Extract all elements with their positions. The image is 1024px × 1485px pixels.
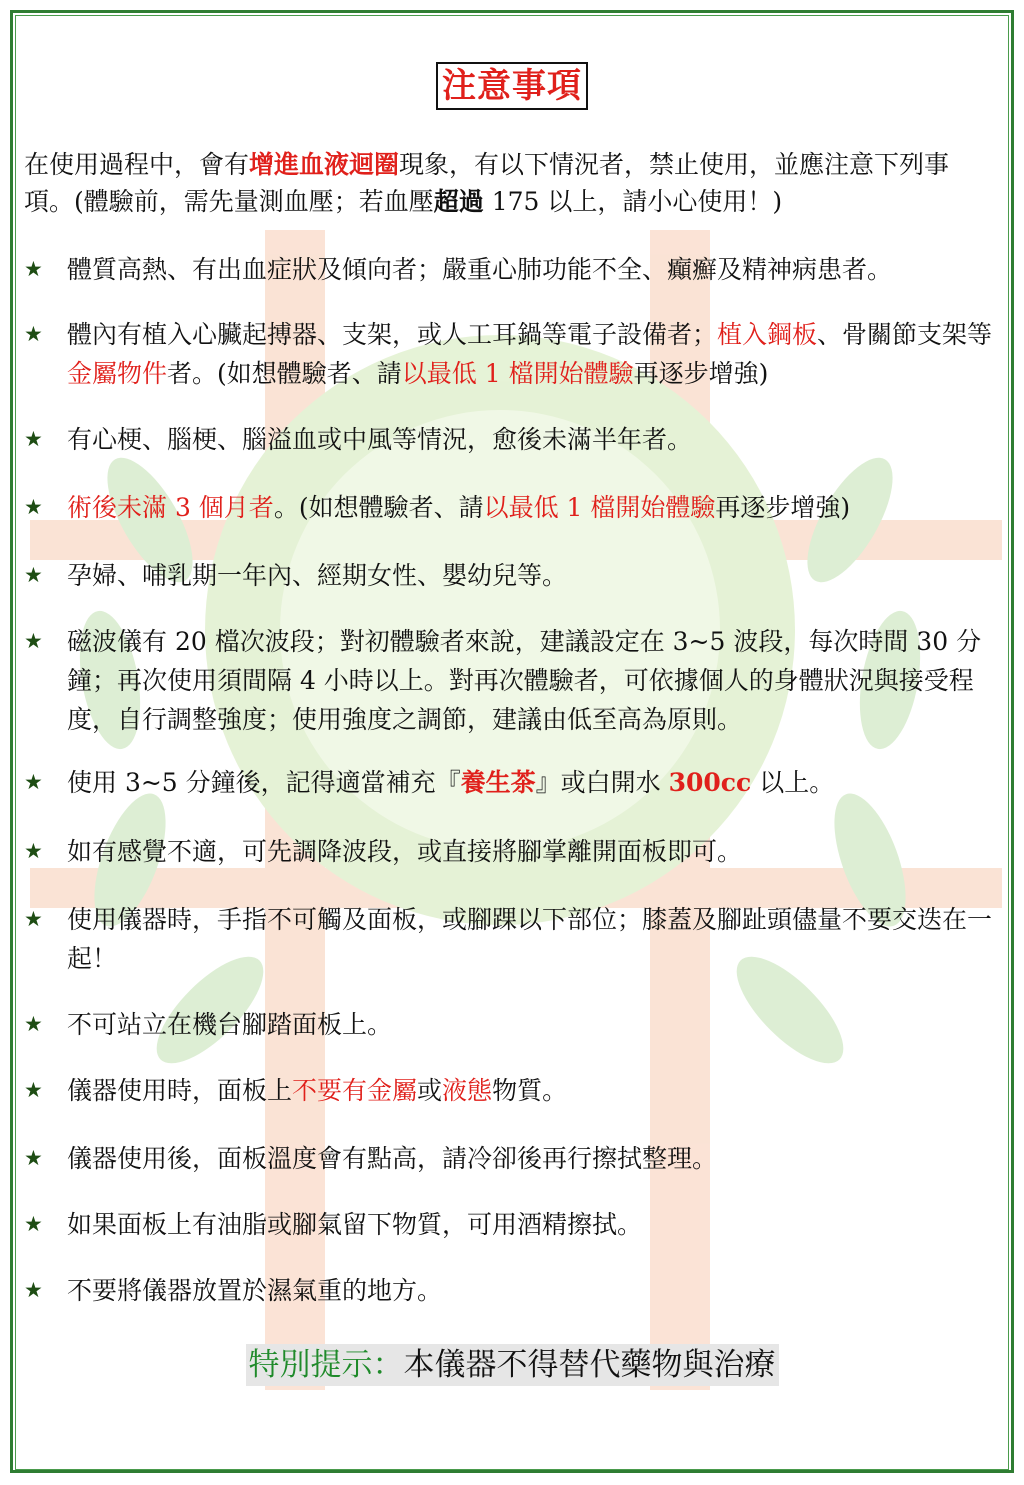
star-icon: ★ — [24, 427, 43, 451]
page-title: 注意事項 — [436, 62, 588, 110]
list-item: ★ 術後未滿 3 個月者。(如想體驗者、請以最低 1 檔開始體驗再逐步增強) — [24, 488, 1009, 527]
star-icon: ★ — [24, 1146, 43, 1170]
list-item: ★ 使用 3~5 分鐘後，記得適當補充『養生茶』或白開水 300cc 以上。 — [24, 763, 1009, 802]
star-icon: ★ — [24, 770, 43, 794]
list-item: ★ 不要將儀器放置於濕氣重的地方。 — [24, 1271, 1009, 1310]
special-notice — [246, 1344, 779, 1386]
star-icon: ★ — [24, 495, 43, 519]
list-item: ★ 如有感覺不適，可先調降波段，或直接將腳掌離開面板即可。 — [24, 832, 1009, 871]
list-item: ★ 體內有植入心臟起搏器、支架，或人工耳鍋等電子設備者；植入鋼板、骨關節支架等金屬物件者。(如想體驗者、請以最低 1 檔開始體驗再逐步增強) — [24, 315, 1009, 393]
star-icon: ★ — [24, 1078, 43, 1102]
list-item: ★ 孕婦、哺乳期一年內、經期女性、嬰幼兒等。 — [24, 556, 1009, 595]
list-item: ★ 有心梗、腦梗、腦溢血或中風等情況，愈後未滿半年者。 — [24, 420, 1009, 459]
highlight-circulation: 增進血液迴圈 — [249, 150, 400, 179]
star-icon: ★ — [24, 322, 43, 346]
star-icon: ★ — [24, 1012, 43, 1036]
star-icon: ★ — [24, 629, 43, 653]
star-icon: ★ — [24, 839, 43, 863]
list-item: ★ 使用儀器時，手指不可觸及面板，或腳踝以下部位；膝蓋及腳趾頭儘量不要交迭在一起！ — [24, 900, 1009, 978]
list-item: ★ 磁波儀有 20 檔次波段；對初體驗者來說，建議設定在 3~5 波段，每次時間 30 分鐘；再次使用須間隔 4 小時以上。對再次體驗者，可依據個人的身體狀況與接受程度，自行調整強度；使用強度之調節，建議由低至高為原則。 — [24, 622, 1009, 739]
star-icon: ★ — [24, 257, 43, 281]
list-item: ★ 儀器使用後，面板溫度會有點高，請冷卻後再行擦拭整理。 — [24, 1139, 1009, 1178]
list-item: ★ 如果面板上有油脂或腳氣留下物質，可用酒精擦拭。 — [24, 1205, 1009, 1244]
list-item: ★ 不可站立在機台腳踏面板上。 — [24, 1005, 1009, 1044]
list-item: ★ 儀器使用時，面板上不要有金屬或液態物質。 — [24, 1071, 1009, 1110]
inner-border — [15, 15, 1009, 1470]
star-icon: ★ — [24, 907, 43, 931]
list-item: ★ 體質高熱、有出血症狀及傾向者；嚴重心肺功能不全、癲癬及精神病患者。 — [24, 250, 1009, 289]
highlight-exceed: 超過 — [433, 187, 484, 216]
star-icon: ★ — [24, 563, 43, 587]
star-icon: ★ — [24, 1212, 43, 1236]
intro-paragraph: 在使用過程中，會有增進血液迴圈現象，有以下情況者，禁止使用，並應注意下列事項。(體驗前，需先量測血壓；若血壓超過 175 以上，請小心使用！) — [24, 150, 950, 216]
special-notice-label: 特別提示： — [248, 1347, 404, 1383]
star-icon: ★ — [24, 1278, 43, 1302]
special-notice-text: 本儀器不得替代藥物與治療 — [403, 1347, 776, 1383]
